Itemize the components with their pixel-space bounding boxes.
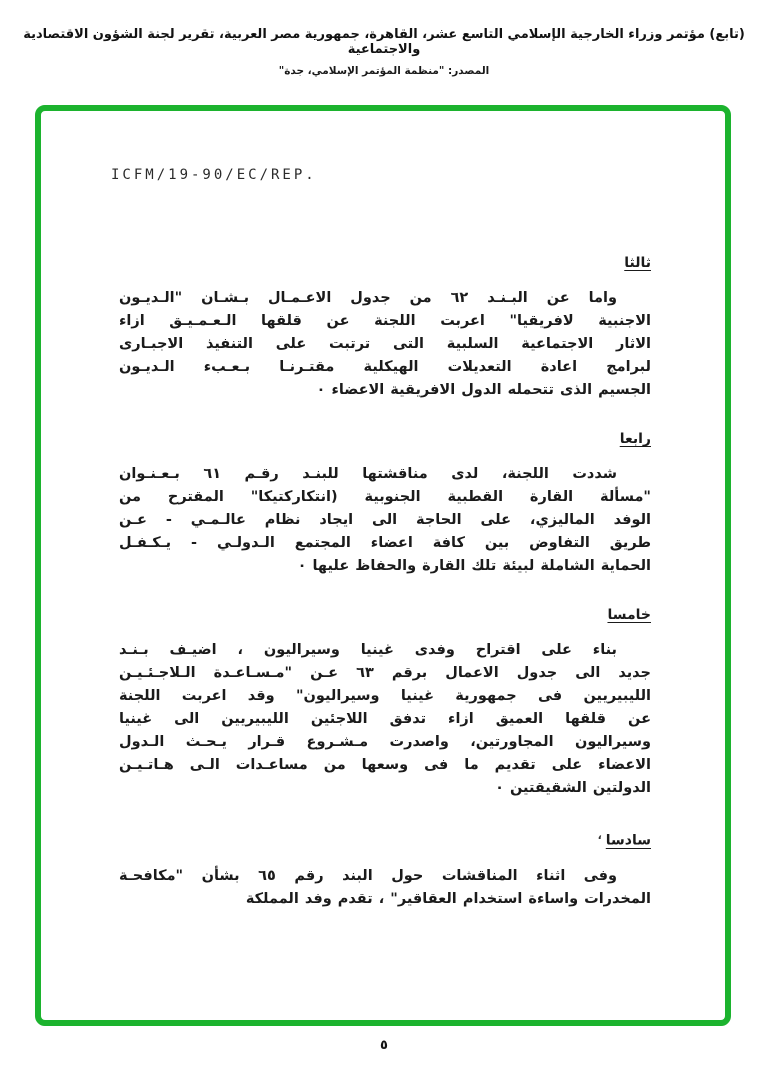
paragraph-line: طريق التفاوض بين كافة اعضاء المجتمع الـدولـي - يـكـفـل	[119, 535, 651, 551]
section-خامسا	[119, 607, 651, 800]
section-heading-text: سادسا	[605, 832, 651, 849]
paragraph-line: الدولتين الشقيقتين ٠	[495, 780, 651, 796]
paragraph-line: واما عن البـنـد ٦٢ من جدول الاعـمـال بـشـان "الـديـون	[119, 290, 617, 306]
document-header-title: (تابع) مؤتمر وزراء الخارجية الإسلامي التاسع عشر، القاهرة، جمهورية مصر العربية، تقرير لجنة الشؤون الاقتصادية والاجتماعية	[23, 27, 745, 57]
paragraph-line: الاجنبية لافريقيا" اعربت اللجنة عن قلقها الـعـمـيـق ازاء	[119, 313, 651, 329]
paragraph-line: لبرامج اعادة التعديلات الهيكلية مقتـرنـا بـعـبء الـديـون	[119, 359, 651, 375]
heading-mark: ،	[597, 829, 602, 842]
section-ثالثا	[119, 255, 651, 402]
section-heading	[119, 607, 651, 623]
paragraph-line: الوفد الماليزي، على الحاجة الى ايجاد نظام عالـمـي - عـن	[119, 512, 651, 528]
page-number: ٥	[380, 1038, 388, 1053]
paragraph-line: الجسيم الذى تتحمله الدول الافريقية الاعضاء ٠	[316, 382, 651, 398]
paragraph-line: بناء على اقتراح وفدى غينيا وسيراليون ، اضيـف بـنـد	[119, 642, 617, 658]
section-heading	[119, 829, 651, 849]
section-heading-text: رابعا	[619, 431, 651, 447]
paragraph-line: الحماية الشاملة لبيئة تلك القارة والحفاظ عليها ٠	[297, 558, 651, 574]
paragraph-line: الليبيريين فى جمهورية غينيا وسيراليون" وقد اعربت اللجنة	[119, 688, 651, 704]
section-heading-text: ثالثا	[624, 255, 651, 271]
document-header	[0, 27, 768, 77]
paragraph-line: الاعضاء على تقديم ما فى وسعها من مساعـدات الـى هـاتـيـن	[119, 757, 651, 773]
document-source: المصدر: "منظمة المؤتمر الإسلامي، جدة"	[278, 65, 490, 77]
paragraph-line: المخدرات واساءة استخدام العقاقير" ، تقدم وفد المملكة	[245, 890, 651, 907]
paragraph	[119, 287, 651, 402]
paragraph	[119, 865, 651, 911]
paragraph-line: وفى اثناء المناقشات حول البند رقم ٦٥ بشأن "مكافحـة	[119, 867, 617, 884]
document-frame	[35, 105, 731, 1026]
paragraph-line: عن قلقها العميق ازاء تدفق اللاجئين الليبيريين الى غينيا	[119, 711, 651, 727]
paragraph-line: الاثار الاجتماعية السلبية التى ترتبت على التنفيذ الاجبـارى	[119, 336, 651, 352]
paragraph-line: جديد الى جدول الاعمال برقم ٦٣ عـن "مـسـاعـدة الـلاجـئـيـن	[119, 665, 651, 681]
document-reference: ICFM/19-90/EC/REP.	[111, 167, 317, 183]
section-heading	[119, 431, 651, 447]
section-سادسا	[119, 829, 651, 911]
document-body	[119, 255, 651, 940]
paragraph-line: "مسألة القارة القطبية الجنوبية (انتكاركتيكا" المقترح من	[119, 489, 651, 505]
section-رابعا	[119, 431, 651, 578]
paragraph	[119, 463, 651, 578]
paragraph	[119, 639, 651, 800]
section-heading	[119, 255, 651, 271]
paragraph-line: شددت اللجنة، لدى مناقشتها للبنـد رقـم ٦١ بـعـنـوان	[119, 466, 618, 482]
paragraph-line: وسيراليون المجاورتين، واصدرت مـشـروع قـرار يـحـث الـدول	[119, 734, 651, 750]
section-heading-text: خامسا	[607, 607, 651, 623]
